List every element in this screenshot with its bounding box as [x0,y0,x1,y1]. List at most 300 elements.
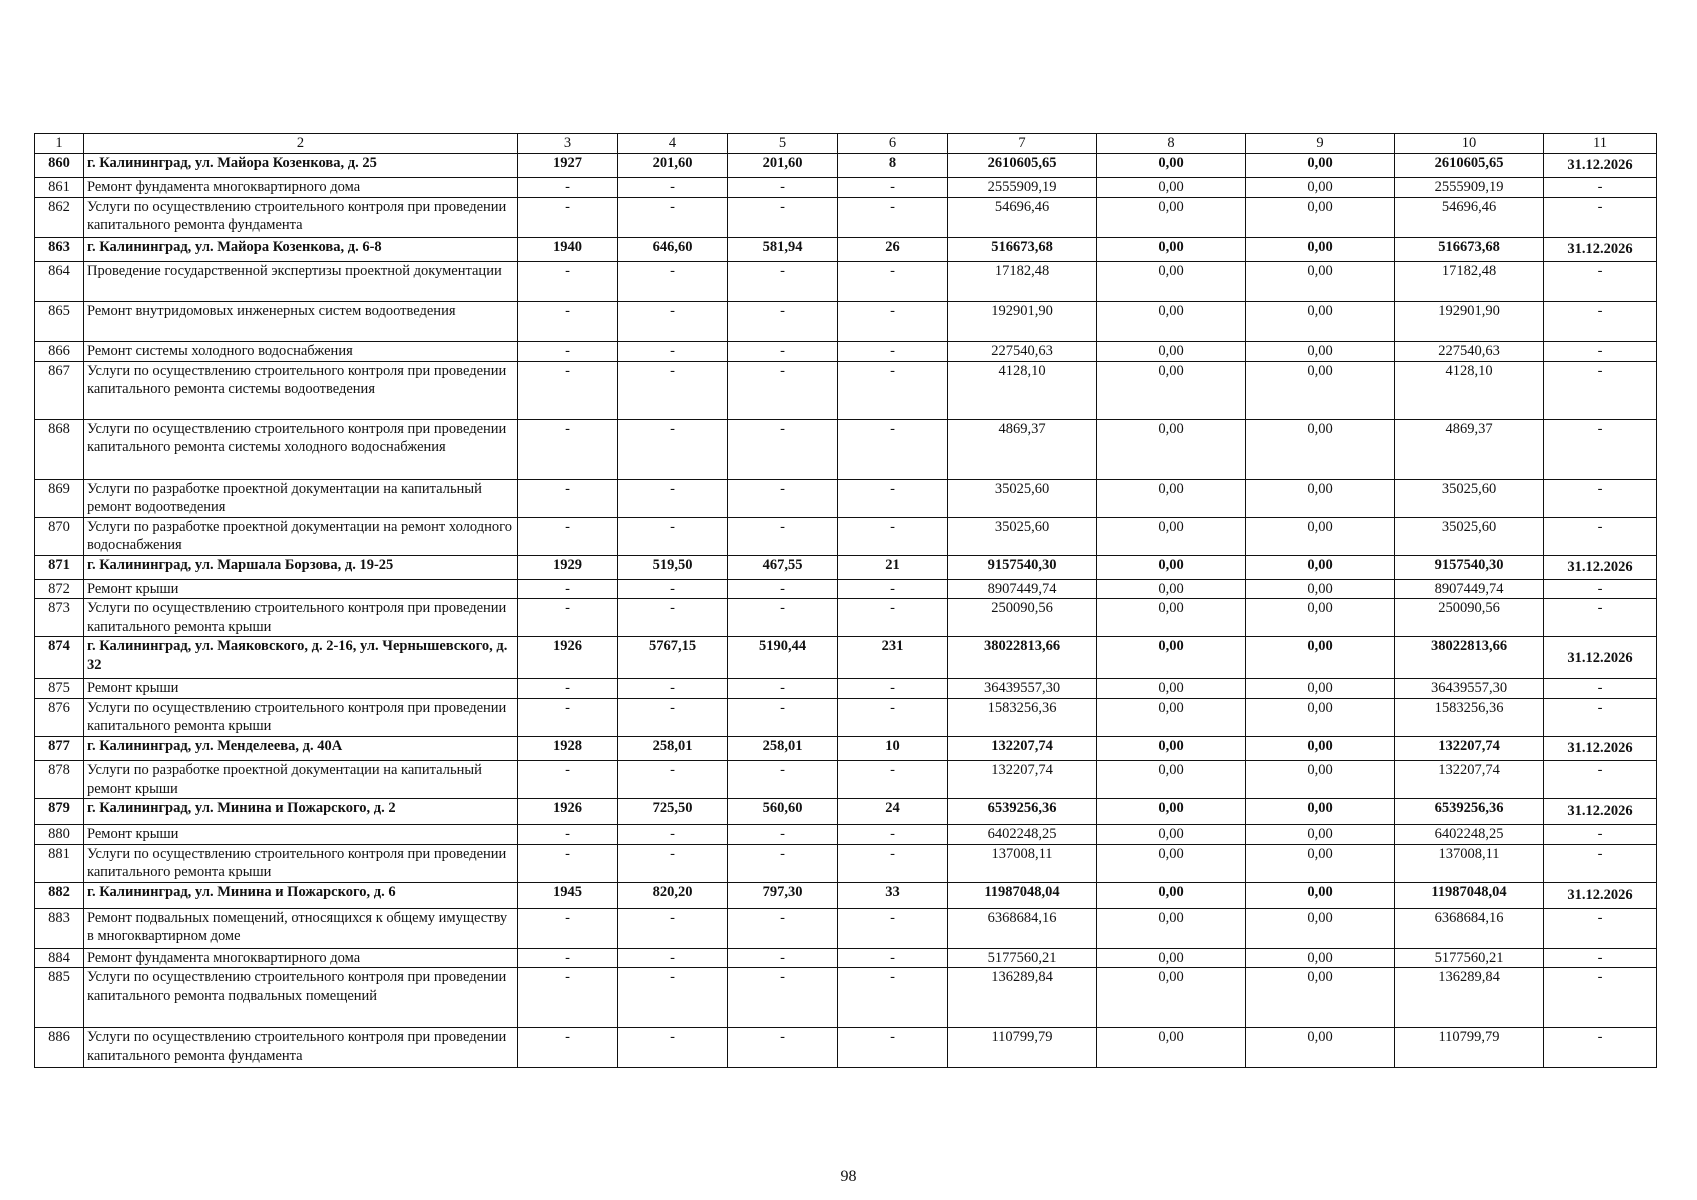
budget-cost-cell: 0,00 [1246,517,1395,555]
residential-area-cell: - [728,419,838,479]
total-cost-cell: 227540,63 [948,341,1097,361]
budget-cost-cell: 0,00 [1246,948,1395,968]
completion-date-cell: - [1544,419,1657,479]
work-name-cell: г. Калининград, ул. Маршала Борзова, д. 19-25 [84,555,518,579]
residents-count-cell: - [838,517,948,555]
total-area-cell: - [618,1028,728,1068]
total-cost-cell: 6402248,25 [948,825,1097,845]
fund-cost-cell: 0,00 [1097,419,1246,479]
budget-cost-cell: 0,00 [1246,301,1395,341]
budget-cost-cell: 0,00 [1246,1028,1395,1068]
fund-cost-cell: 0,00 [1097,737,1246,761]
fund-cost-cell: 0,00 [1097,968,1246,1028]
fund-cost-cell: 0,00 [1097,637,1246,679]
completion-date-cell: 31.12.2026 [1544,799,1657,825]
total-area-cell: - [618,301,728,341]
row-number-cell: 868 [35,419,84,479]
fund-cost-cell: 0,00 [1097,517,1246,555]
residential-area-cell: 258,01 [728,737,838,761]
work-name-cell: Услуги по разработке проектной документации на капитальный ремонт водоотведения [84,479,518,517]
fund-cost-cell: 0,00 [1097,555,1246,579]
total-area-cell: 725,50 [618,799,728,825]
work-name-cell: Услуги по осуществлению строительного контроля при проведении капитального ремонта крыши [84,844,518,882]
residents-count-cell: - [838,968,948,1028]
fund-cost-cell: 0,00 [1097,882,1246,908]
completion-date-cell: - [1544,579,1657,599]
total-area-cell: - [618,419,728,479]
work-row [35,679,1657,699]
budget-cost-cell: 0,00 [1246,968,1395,1028]
completion-date-cell: - [1544,761,1657,799]
residents-count-cell: - [838,579,948,599]
budget-cost-cell: 0,00 [1246,882,1395,908]
build-year-cell: - [518,261,618,301]
total-cost-cell: 4128,10 [948,361,1097,419]
work-row [35,825,1657,845]
work-row [35,599,1657,637]
total-cost-cell: 6368684,16 [948,908,1097,948]
residents-count-cell: 33 [838,882,948,908]
residential-area-cell: 201,60 [728,154,838,178]
fund-cost-cell: 0,00 [1097,301,1246,341]
work-row [35,698,1657,736]
table-body [35,134,1657,1068]
row-number-cell: 862 [35,197,84,237]
residential-area-cell: - [728,825,838,845]
work-name-cell: Ремонт внутридомовых инженерных систем водоотведения [84,301,518,341]
residents-count-cell: - [838,178,948,198]
completion-date-cell: - [1544,197,1657,237]
total-cost-cell: 132207,74 [948,761,1097,799]
fund-cost-cell: 0,00 [1097,261,1246,301]
owners-cost-cell: 6402248,25 [1395,825,1544,845]
build-year-cell: 1928 [518,737,618,761]
work-name-cell: Ремонт крыши [84,579,518,599]
fund-cost-cell: 0,00 [1097,341,1246,361]
budget-cost-cell: 0,00 [1246,737,1395,761]
fund-cost-cell: 0,00 [1097,197,1246,237]
row-number-cell: 865 [35,301,84,341]
build-year-cell: 1926 [518,799,618,825]
owners-cost-cell: 132207,74 [1395,761,1544,799]
residential-area-cell: 467,55 [728,555,838,579]
build-year-cell: 1926 [518,637,618,679]
work-name-cell: Ремонт фундамента многоквартирного дома [84,178,518,198]
work-name-cell: Ремонт фундамента многоквартирного дома [84,948,518,968]
budget-cost-cell: 0,00 [1246,844,1395,882]
completion-date-cell: - [1544,178,1657,198]
owners-cost-cell: 1583256,36 [1395,698,1544,736]
address-row [35,737,1657,761]
budget-cost-cell: 0,00 [1246,479,1395,517]
total-area-cell: - [618,679,728,699]
work-name-cell: Услуги по осуществлению строительного контроля при проведении капитального ремонта подвальных помещений [84,968,518,1028]
completion-date-cell: 31.12.2026 [1544,637,1657,679]
budget-cost-cell: 0,00 [1246,178,1395,198]
total-cost-cell: 516673,68 [948,237,1097,261]
total-area-cell: - [618,341,728,361]
fund-cost-cell: 0,00 [1097,844,1246,882]
owners-cost-cell: 6368684,16 [1395,908,1544,948]
column-number-header: 9 [1246,134,1395,154]
total-cost-cell: 132207,74 [948,737,1097,761]
budget-cost-cell: 0,00 [1246,154,1395,178]
build-year-cell: 1927 [518,154,618,178]
total-cost-cell: 35025,60 [948,517,1097,555]
owners-cost-cell: 132207,74 [1395,737,1544,761]
work-name-cell: Услуги по осуществлению строительного контроля при проведении капитального ремонта фундамента [84,1028,518,1068]
build-year-cell: - [518,479,618,517]
total-cost-cell: 35025,60 [948,479,1097,517]
completion-date-cell: - [1544,1028,1657,1068]
row-number-cell: 871 [35,555,84,579]
completion-date-cell: - [1544,517,1657,555]
owners-cost-cell: 137008,11 [1395,844,1544,882]
build-year-cell: - [518,698,618,736]
work-row [35,419,1657,479]
owners-cost-cell: 5177560,21 [1395,948,1544,968]
total-cost-cell: 4869,37 [948,419,1097,479]
total-area-cell: 519,50 [618,555,728,579]
work-name-cell: Услуги по разработке проектной документации на ремонт холодного водоснабжения [84,517,518,555]
work-row [35,341,1657,361]
fund-cost-cell: 0,00 [1097,361,1246,419]
work-row [35,301,1657,341]
work-name-cell: г. Калининград, ул. Маяковского, д. 2-16, ул. Чернышевского, д. 32 [84,637,518,679]
residents-count-cell: - [838,419,948,479]
works-table [34,133,1657,1068]
total-area-cell: - [618,261,728,301]
work-row [35,579,1657,599]
work-row [35,761,1657,799]
build-year-cell: - [518,301,618,341]
owners-cost-cell: 11987048,04 [1395,882,1544,908]
address-row [35,237,1657,261]
row-number-cell: 861 [35,178,84,198]
build-year-cell: 1929 [518,555,618,579]
owners-cost-cell: 36439557,30 [1395,679,1544,699]
fund-cost-cell: 0,00 [1097,599,1246,637]
total-cost-cell: 2610605,65 [948,154,1097,178]
column-number-header: 11 [1544,134,1657,154]
column-number-header: 1 [35,134,84,154]
residential-area-cell: 560,60 [728,799,838,825]
work-name-cell: Услуги по осуществлению строительного контроля при проведении капитального ремонта фундамента [84,197,518,237]
work-name-cell: г. Калининград, ул. Майора Козенкова, д. 25 [84,154,518,178]
budget-cost-cell: 0,00 [1246,579,1395,599]
build-year-cell: - [518,679,618,699]
total-cost-cell: 17182,48 [948,261,1097,301]
row-number-cell: 886 [35,1028,84,1068]
work-name-cell: Ремонт системы холодного водоснабжения [84,341,518,361]
residents-count-cell: - [838,479,948,517]
build-year-cell: - [518,197,618,237]
build-year-cell: - [518,761,618,799]
row-number-cell: 869 [35,479,84,517]
completion-date-cell: 31.12.2026 [1544,882,1657,908]
budget-cost-cell: 0,00 [1246,197,1395,237]
residential-area-cell: 5190,44 [728,637,838,679]
completion-date-cell: - [1544,361,1657,419]
residential-area-cell: 797,30 [728,882,838,908]
completion-date-cell: - [1544,948,1657,968]
row-number-cell: 879 [35,799,84,825]
column-number-header: 6 [838,134,948,154]
residential-area-cell: - [728,844,838,882]
total-area-cell: 5767,15 [618,637,728,679]
row-number-cell: 877 [35,737,84,761]
owners-cost-cell: 4128,10 [1395,361,1544,419]
owners-cost-cell: 250090,56 [1395,599,1544,637]
build-year-cell: - [518,825,618,845]
total-cost-cell: 36439557,30 [948,679,1097,699]
residential-area-cell: - [728,908,838,948]
owners-cost-cell: 38022813,66 [1395,637,1544,679]
work-row [35,1028,1657,1068]
budget-cost-cell: 0,00 [1246,599,1395,637]
residents-count-cell: - [838,679,948,699]
work-name-cell: Ремонт крыши [84,825,518,845]
total-area-cell: - [618,579,728,599]
work-row [35,908,1657,948]
budget-cost-cell: 0,00 [1246,419,1395,479]
fund-cost-cell: 0,00 [1097,178,1246,198]
work-name-cell: Ремонт крыши [84,679,518,699]
fund-cost-cell: 0,00 [1097,948,1246,968]
total-cost-cell: 192901,90 [948,301,1097,341]
residents-count-cell: 26 [838,237,948,261]
owners-cost-cell: 227540,63 [1395,341,1544,361]
row-number-cell: 884 [35,948,84,968]
owners-cost-cell: 516673,68 [1395,237,1544,261]
work-row [35,197,1657,237]
total-cost-cell: 54696,46 [948,197,1097,237]
owners-cost-cell: 35025,60 [1395,517,1544,555]
column-number-header: 7 [948,134,1097,154]
work-row [35,261,1657,301]
completion-date-cell: - [1544,301,1657,341]
total-area-cell: - [618,698,728,736]
total-area-cell: - [618,761,728,799]
total-area-cell: 201,60 [618,154,728,178]
completion-date-cell: - [1544,968,1657,1028]
column-number-header-row [35,134,1657,154]
residents-count-cell: - [838,908,948,948]
fund-cost-cell: 0,00 [1097,1028,1246,1068]
total-cost-cell: 110799,79 [948,1028,1097,1068]
total-area-cell: - [618,479,728,517]
row-number-cell: 866 [35,341,84,361]
build-year-cell: 1945 [518,882,618,908]
total-cost-cell: 38022813,66 [948,637,1097,679]
residents-count-cell: - [838,698,948,736]
residents-count-cell: - [838,197,948,237]
build-year-cell: 1940 [518,237,618,261]
work-row [35,479,1657,517]
residents-count-cell: - [838,948,948,968]
completion-date-cell: - [1544,698,1657,736]
row-number-cell: 863 [35,237,84,261]
residents-count-cell: - [838,844,948,882]
residents-count-cell: - [838,761,948,799]
build-year-cell: - [518,419,618,479]
work-name-cell: Услуги по осуществлению строительного контроля при проведении капитального ремонта крыши [84,698,518,736]
build-year-cell: - [518,948,618,968]
row-number-cell: 860 [35,154,84,178]
work-name-cell: Ремонт подвальных помещений, относящихся к общему имуществу в многоквартирном доме [84,908,518,948]
residents-count-cell: - [838,261,948,301]
total-area-cell: 820,20 [618,882,728,908]
owners-cost-cell: 192901,90 [1395,301,1544,341]
budget-cost-cell: 0,00 [1246,237,1395,261]
work-row [35,968,1657,1028]
total-area-cell: - [618,517,728,555]
row-number-cell: 870 [35,517,84,555]
residential-area-cell: - [728,517,838,555]
fund-cost-cell: 0,00 [1097,579,1246,599]
residents-count-cell: - [838,361,948,419]
build-year-cell: - [518,968,618,1028]
build-year-cell: - [518,599,618,637]
residential-area-cell: - [728,479,838,517]
work-name-cell: Услуги по разработке проектной документации на капитальный ремонт крыши [84,761,518,799]
completion-date-cell: 31.12.2026 [1544,154,1657,178]
total-area-cell: - [618,178,728,198]
total-area-cell: - [618,908,728,948]
residential-area-cell: - [728,341,838,361]
total-area-cell: - [618,361,728,419]
page-number: 98 [840,1168,857,1185]
build-year-cell: - [518,579,618,599]
total-area-cell: - [618,844,728,882]
work-name-cell: Услуги по осуществлению строительного контроля при проведении капитального ремонта системы водоотведения [84,361,518,419]
residents-count-cell: - [838,599,948,637]
work-row [35,178,1657,198]
residential-area-cell: - [728,361,838,419]
total-area-cell: - [618,968,728,1028]
budget-cost-cell: 0,00 [1246,799,1395,825]
total-area-cell: - [618,825,728,845]
row-number-cell: 864 [35,261,84,301]
budget-cost-cell: 0,00 [1246,679,1395,699]
total-area-cell: - [618,948,728,968]
residents-count-cell: - [838,825,948,845]
budget-cost-cell: 0,00 [1246,698,1395,736]
owners-cost-cell: 136289,84 [1395,968,1544,1028]
work-name-cell: Проведение государственной экспертизы проектной документации [84,261,518,301]
budget-cost-cell: 0,00 [1246,825,1395,845]
residents-count-cell: 10 [838,737,948,761]
build-year-cell: - [518,341,618,361]
total-cost-cell: 2555909,19 [948,178,1097,198]
row-number-cell: 872 [35,579,84,599]
row-number-cell: 883 [35,908,84,948]
completion-date-cell: 31.12.2026 [1544,237,1657,261]
row-number-cell: 867 [35,361,84,419]
fund-cost-cell: 0,00 [1097,799,1246,825]
total-area-cell: 258,01 [618,737,728,761]
work-name-cell: г. Калининград, ул. Менделеева, д. 40А [84,737,518,761]
residents-count-cell: 231 [838,637,948,679]
completion-date-cell: - [1544,341,1657,361]
column-number-header: 3 [518,134,618,154]
total-cost-cell: 8907449,74 [948,579,1097,599]
row-number-cell: 880 [35,825,84,845]
owners-cost-cell: 35025,60 [1395,479,1544,517]
budget-cost-cell: 0,00 [1246,637,1395,679]
owners-cost-cell: 2555909,19 [1395,178,1544,198]
owners-cost-cell: 54696,46 [1395,197,1544,237]
column-number-header: 10 [1395,134,1544,154]
total-cost-cell: 6539256,36 [948,799,1097,825]
row-number-cell: 882 [35,882,84,908]
residential-area-cell: - [728,178,838,198]
fund-cost-cell: 0,00 [1097,154,1246,178]
residential-area-cell: - [728,698,838,736]
residential-area-cell: - [728,599,838,637]
residential-area-cell: - [728,301,838,341]
completion-date-cell: - [1544,261,1657,301]
budget-cost-cell: 0,00 [1246,361,1395,419]
build-year-cell: - [518,908,618,948]
completion-date-cell: - [1544,844,1657,882]
row-number-cell: 873 [35,599,84,637]
column-number-header: 2 [84,134,518,154]
address-row [35,637,1657,679]
residential-area-cell: - [728,1028,838,1068]
work-name-cell: г. Калининград, ул. Минина и Пожарского, д. 2 [84,799,518,825]
residents-count-cell: - [838,1028,948,1068]
residents-count-cell: 24 [838,799,948,825]
total-area-cell: - [618,197,728,237]
build-year-cell: - [518,178,618,198]
budget-cost-cell: 0,00 [1246,341,1395,361]
residential-area-cell: - [728,261,838,301]
work-row [35,361,1657,419]
row-number-cell: 875 [35,679,84,699]
residential-area-cell: - [728,948,838,968]
column-number-header: 5 [728,134,838,154]
residential-area-cell: - [728,579,838,599]
residential-area-cell: - [728,679,838,699]
total-cost-cell: 9157540,30 [948,555,1097,579]
completion-date-cell: - [1544,479,1657,517]
total-cost-cell: 11987048,04 [948,882,1097,908]
build-year-cell: - [518,844,618,882]
work-row [35,948,1657,968]
address-row [35,555,1657,579]
completion-date-cell: 31.12.2026 [1544,737,1657,761]
total-area-cell: - [618,599,728,637]
column-number-header: 8 [1097,134,1246,154]
build-year-cell: - [518,361,618,419]
work-name-cell: Услуги по осуществлению строительного контроля при проведении капитального ремонта системы холодного водоснабжения [84,419,518,479]
row-number-cell: 885 [35,968,84,1028]
address-row [35,799,1657,825]
work-name-cell: г. Калининград, ул. Минина и Пожарского, д. 6 [84,882,518,908]
address-row [35,154,1657,178]
fund-cost-cell: 0,00 [1097,825,1246,845]
fund-cost-cell: 0,00 [1097,698,1246,736]
total-cost-cell: 1583256,36 [948,698,1097,736]
budget-cost-cell: 0,00 [1246,908,1395,948]
completion-date-cell: 31.12.2026 [1544,555,1657,579]
residents-count-cell: - [838,301,948,341]
total-cost-cell: 250090,56 [948,599,1097,637]
build-year-cell: - [518,1028,618,1068]
residential-area-cell: 581,94 [728,237,838,261]
work-name-cell: Услуги по осуществлению строительного контроля при проведении капитального ремонта крыши [84,599,518,637]
